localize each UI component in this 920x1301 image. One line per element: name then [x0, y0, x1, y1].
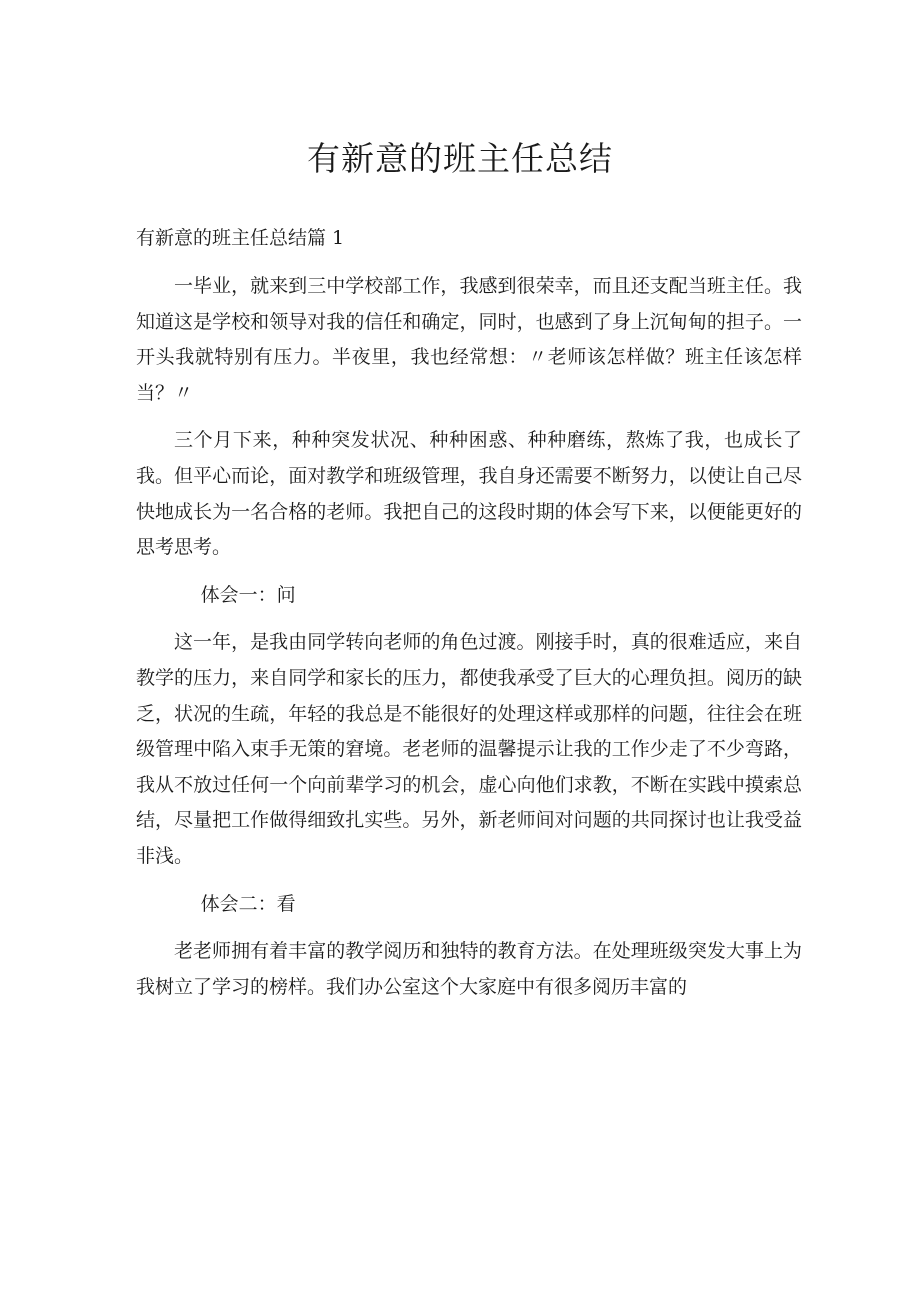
document-title: 有新意的班主任总结 [307, 139, 613, 178]
paragraph-1: 一毕业，就来到三中学校部工作，我感到很荣幸，而且还支配当班主任。我知道这是学校和领导对我的信任和确定，同时，也感到了身上沉甸甸的担子。一开头我就特别有压力。半夜里，我也经常想：〃老师该怎样做？班主任该怎样当？〃 [136, 275, 802, 404]
paragraph-2: 三个月下来，种种突发状况、种种困惑、种种磨练，熬炼了我，也成长了我。但平心而论，面对教学和班级管理，我自身还需要不断努力，以使让自己尽快地成长为一名合格的老师。我把自己的这段时期的体会写下来，以便能更好的思考思考。 [136, 429, 802, 559]
subheading-1: 体会一：问 [200, 583, 296, 606]
section-heading: 有新意的班主任总结篇 1 [136, 227, 345, 249]
paragraph-3: 这一年，是我由同学转向老师的角色过渡。刚接手时，真的很难适应，来自教学的压力，来自同学和家长的压力，都使我承受了巨大的心理负担。阅历的缺乏，状况的生疏，年轻的我总是不能很好的处理这样或那样的问题，往往会在班级管理中陷入束手无策的窘境。老老师的温馨提示让我的工作少走了不少弯路，我从不放过任何一个向前辈学习的机会，虚心向他们求教，不断在实践中摸索总结，尽量把工作做得细致扎实些。另外，新老师间对问题的共同探讨也让我受益非浅。 [136, 631, 802, 867]
paragraph-4: 老老师拥有着丰富的教学阅历和独特的教育方法。在处理班级突发大事上为我树立了学习的榜样。我们办公室这个大家庭中有很多阅历丰富的 [136, 940, 802, 998]
subheading-2: 体会二：看 [200, 892, 296, 915]
document-body [136, 269, 802, 1017]
